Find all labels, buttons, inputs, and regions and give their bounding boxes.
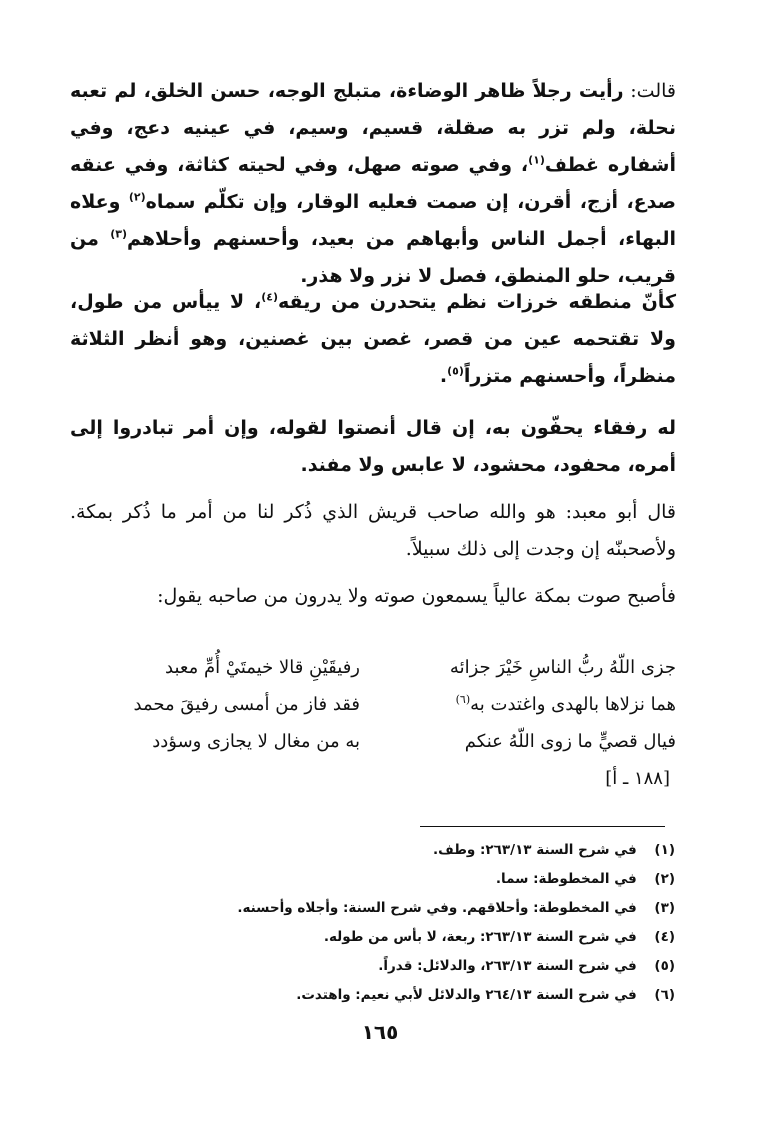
footnote-text: في شرح السنة ٢٦٤/١٣ والدلائل لأبي نعيم: واهتدت. — [296, 987, 637, 1003]
paragraph-voice — [70, 578, 676, 615]
poem — [70, 657, 676, 800]
verse-text: فيال قصيٍّ ما زوى اللّهُ عنكم — [464, 731, 676, 752]
verse-text: هما نزلاها بالهدى واغتدت به — [470, 694, 676, 715]
paragraph-text: كأنّ منطقه خرزات نظم يتحدرن من ريقه — [278, 291, 676, 313]
manuscript-folio-reference: [١٨٨ ـ أ] — [605, 768, 670, 789]
footnote-marker: (٤) — [261, 290, 279, 304]
footnote-marker: (٥) — [447, 364, 464, 378]
paragraph-text: وعلاه البهاء، أجمل الناس وأبهاهم من بعيد، وأحسنهم وأحلاهم — [70, 191, 676, 250]
footnote-number: (٦) — [654, 987, 675, 1003]
footnote-marker: (٣) — [110, 227, 127, 241]
verse-first-hemistich — [376, 731, 676, 752]
paragraph-text: قال أبو معبد: هو والله صاحب قريش الذي ذُكر لنا من أمر ما ذُكر بمكة. ولأصحبنّه إن وجدت إلى ذلك سبيلاً. — [70, 501, 676, 560]
footnotes-list — [90, 836, 675, 1010]
footnote — [90, 865, 675, 894]
footnote-text: في شرح السنة ٢٦٣/١٣، والدلائل: قدراً. — [378, 958, 637, 974]
footnote — [90, 836, 675, 865]
footnote-number: (١) — [654, 842, 675, 858]
footnote-number: (٢) — [654, 871, 675, 887]
footnote-text: في المخطوطة: سما. — [495, 871, 637, 887]
paragraph-text: ، لا ييأس من طول، ولا تقتحمه عين من قصر، غصن بين غصنين، وهو أنظر الثلاثة منظراً، وأحسنهم متزراً — [70, 291, 676, 387]
paragraph-intro: قالت: — [623, 80, 676, 102]
paragraph-text: ، وفي صوته صهل، وفي لحيته كثاثة، وفي عنقه صدع، أزج، أقرن، إن صمت فعليه الوقار، وإن تكلّم سماه — [70, 154, 676, 213]
verse-first-hemistich — [376, 657, 676, 678]
footnote-marker: (٢) — [128, 190, 146, 204]
footnote-separator — [420, 826, 665, 827]
page-number: ١٦٥ — [361, 1020, 399, 1044]
footnote-number: (٤) — [654, 929, 675, 945]
paragraph-description — [70, 73, 676, 295]
paragraph-companions — [70, 410, 676, 484]
poem-verse — [70, 694, 676, 731]
footnote-marker: (١) — [528, 153, 545, 167]
footnote — [90, 923, 675, 952]
paragraph-text: فأصبح صوت بمكة عالياً يسمعون صوته ولا يدرون من صاحبه يقول: — [157, 585, 676, 607]
paragraph-abu-mabad — [70, 494, 676, 568]
paragraph-text: له رفقاء يحفّون به، إن قال أنصتوا لقوله، وإن أمر تبادروا إلى أمره، محفود، محشود، لا عابس ولا مفند. — [70, 417, 676, 476]
paragraph-text: . — [439, 365, 448, 387]
verse-second-hemistich: فقد فاز من أمسى رفيقَ محمد — [133, 694, 360, 715]
footnote-number: (٣) — [654, 900, 675, 916]
poem-verse — [70, 657, 676, 694]
paragraph-speech — [70, 284, 676, 395]
paragraph-text: رأيت رجلاً ظاهر الوضاءة، متبلج الوجه، حسن الخلق، لم تعبه نحلة، ولم تزر به صقلة، قسيم، وسيم، في عينيه دعج، وفي أشفاره غطف — [70, 80, 676, 176]
footnote-text: في شرح السنة ٢٦٣/١٣: ربعة، لا بأس من طوله. — [323, 929, 637, 945]
footnote-text: في المخطوطة: وأحلاقهم. وفي شرح السنة: وأجلاه وأحسنه. — [237, 900, 637, 916]
verse-second-hemistich: رفيقَيْنِ قالا خيمتَيْ أُمِّ معبد — [165, 657, 360, 678]
paragraph-text: من قريب، حلو المنطق، فصل لا نزر ولا هذر. — [70, 228, 676, 287]
footnote — [90, 981, 675, 1010]
verse-text: جزى اللّهُ ربُّ الناسِ خَيْرَ جزائه — [449, 657, 676, 678]
verse-first-hemistich — [376, 694, 676, 715]
footnote — [90, 952, 675, 981]
footnote-text: في شرح السنة ٢٦٣/١٣: وطف. — [433, 842, 637, 858]
footnote — [90, 894, 675, 923]
footnote-number: (٥) — [654, 958, 675, 974]
poem-verse — [70, 731, 676, 768]
verse-second-hemistich: به من مغال لا يجازى وسؤدد — [152, 731, 360, 752]
footnote-marker: (٦) — [455, 693, 471, 706]
